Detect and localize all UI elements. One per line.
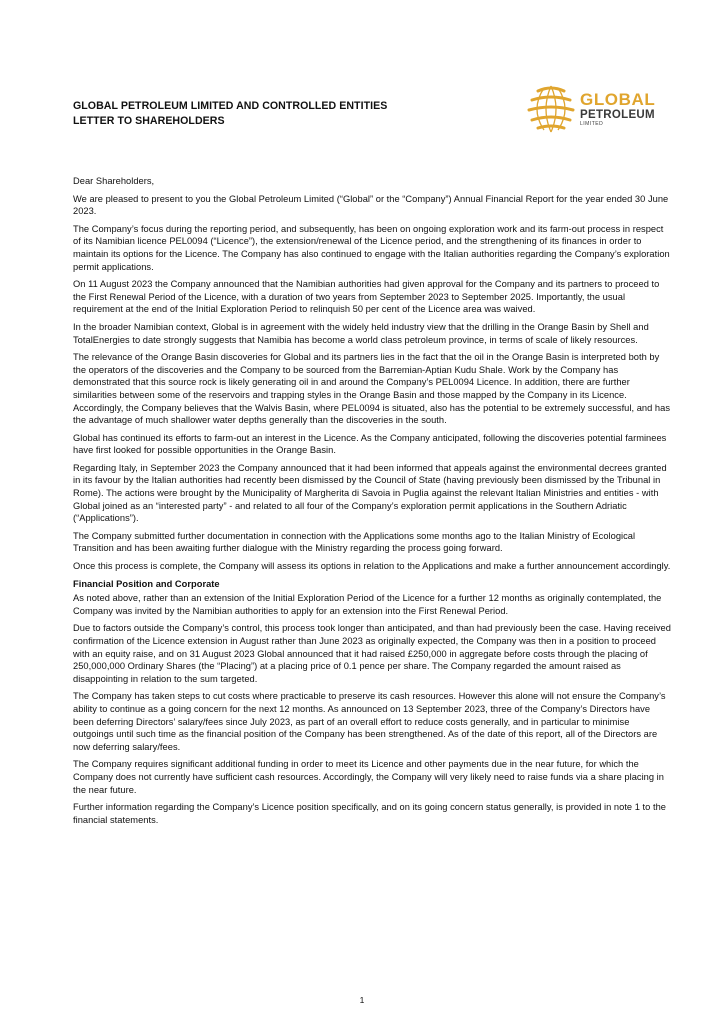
document-title: LETTER TO SHAREHOLDERS (73, 115, 225, 127)
body-paragraph: Global has continued its efforts to farm-out an interest in the Licence. As the Company anticipated, following the discoveries potential farminees have first looked for possible opportunities in the Orange Basin. (73, 432, 667, 456)
body-paragraph: On 11 August 2023 the Company announced that the Namibian authorities had given approval for the Company and its partners to proceed to the First Renewal Period of the Licence, with a duration of two years from September 2023 to September 2025. Importantly, the usual requirement at the end of the Initial Exploration Period to relinquish 50 per cent of the Licence area was waived. (73, 279, 660, 315)
globe-icon (524, 83, 578, 135)
page-number: 1 (359, 995, 365, 1005)
document-header (73, 99, 387, 129)
body-paragraph: Regarding Italy, in September 2023 the Company announced that it had been informed that appeals against the environmental decrees granted in its favour by the Italian authorities had recently been dismissed by the Council of State (having previously been dismissed by the Tribunal in Rome). The actions were brought by the Municipality of Margherita di Savoia in Puglia against the relevant Italian Ministries and entities - with Global joined as an “interested party” - and related to all four of the Company’s exploration permit applications in the Southern Adriatic (“Applications”). (73, 462, 667, 524)
body-paragraph: The Company submitted further documentation in connection with the Applications some months ago to the Italian Ministry of Ecological Transition and has been awaiting further dialogue with the Ministry regarding the process going forward. (73, 530, 636, 554)
body-paragraph: The Company requires significant additional funding in order to meet its Licence and other payments due in the near future, for which the Company does not currently have sufficient cash resources. Accordingly, the Company will very likely need to raise funds via a share placing in the near future. (73, 759, 664, 795)
body-paragraph: Further information regarding the Company’s Licence position specifically, and on its going concern status generally, is provided in note 1 to the financial statements. (73, 802, 666, 825)
body-paragraph: We are pleased to present to you the Global Petroleum Limited (“Global” or the “Company”) Annual Financial Report for the year ended 30 June 2023. (73, 193, 669, 217)
company-title: GLOBAL PETROLEUM LIMITED AND CONTROLLED ENTITIES (73, 100, 388, 112)
body-paragraph: The Company’s focus during the reporting period, and subsequently, has been on ongoing exploration work and its farm-out process in respect of its Namibian licence PEL0094 (“Licence”), the extension/renewal of the Licence period, and the strengthening of its finances in order to maintain its options for the Licence. The Company has also continued to engage with the Italian authorities regarding the Company’s exploration permit applications. (73, 223, 670, 272)
body-paragraph: In the broader Namibian context, Global is in agreement with the widely held industry view that the drilling in the Orange Basin by Shell and TotalEnergies to date strongly suggests that Namibia has become a world class petroleum province, in terms of scale of likely resources. (73, 321, 649, 345)
logo-sub-text: PETROLEUM (580, 109, 655, 121)
salutation: Dear Shareholders, (73, 176, 155, 186)
company-logo (524, 83, 669, 135)
body-paragraph: The Company has taken steps to cut costs where practicable to preserve its cash resources. However this alone will not ensure the Company’s ability to continue as a going concern for the next 12 months. As announced on 13 September 2023, three of the Company’s Directors have been deferring Directors’ salary/fees since July 2023, as part of an overall effort to reduce costs generally, and in particular to minimise outgoings until such time as the financial position of the Company has been strengthened. As of the date of this report, all of the Directors are now deferring salary/fees. (73, 691, 666, 752)
section-heading: Financial Position and Corporate (73, 578, 220, 589)
body-paragraph: Due to factors outside the Company’s control, this process took longer than anticipated, and than had previously been the case. Having received confirmation of the Licence extension in August rather than June 2023 as originally expected, the Company was then in a position to proceed with an equity raise, and on 31 August 2023 Global announced that it had raised £250,000 in aggregate before costs through the placing of 250,000,000 Ordinary Shares (the “Placing”) at a placing price of 0.1 pence per share. The Company regarded the amount raised as disappointing in relation to the sum targeted. (73, 623, 671, 684)
body-paragraph: The relevance of the Orange Basin discoveries for Global and its partners lies in the fact that the oil in the Orange Basin is interpreted both by the operators of the discoveries and the Company to be sourced from the Barremian-Aptian Kudu Shale. Work by the Company has demonstrated that this source rock is likely generating oil in and around the Company’s PEL0094 Licence. In addition, there are further similarities between some of the reservoirs and trapping styles in the Orange Basin and those mapped by the Company in its Licence. Accordingly, the Company believes that the Walvis Basin, where PEL0094 is situated, also has the potential to be extremely successful, and has the advantage of much shallower water depths generally than the discoveries in the south. (73, 352, 670, 426)
letter-body (73, 175, 671, 831)
logo-sub2-text: LIMITED (580, 121, 604, 127)
logo-main-text: GLOBAL (580, 90, 656, 109)
body-paragraph: As noted above, rather than an extension of the Initial Exploration Period of the Licence for a further 12 months as originally contemplated, the Company was invited by the Namibian authorities to apply for an extension into the First Renewal Period. (73, 593, 662, 616)
body-paragraph: Once this process is complete, the Company will assess its options in relation to the Applications and make a further announcement accordingly. (73, 561, 671, 572)
